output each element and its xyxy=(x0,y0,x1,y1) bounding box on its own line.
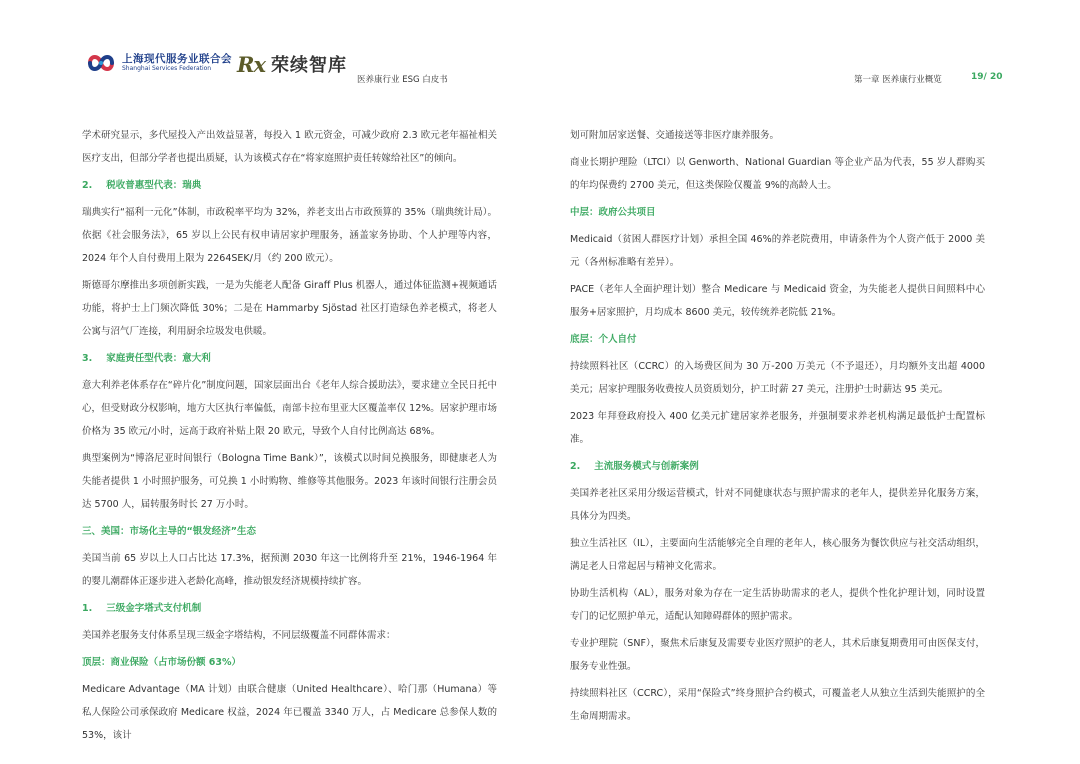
rx-logo-mark: Rx xyxy=(237,51,265,77)
heading-text: 三级金字塔式支付机制 xyxy=(106,603,202,614)
paragraph: 典型案例为“博洛尼亚时间银行（Bologna Time Bank）”，该模式以时间兑换服务，即健康老人为失能者提供 1 小时照护服务，可兑换 1 小时购物、维修等其他服务。2023 年该时间银行注册会员达 5700 人，届转服务时长 27 万小时。 xyxy=(82,453,497,510)
paragraph: 协助生活机构（AL），服务对象为存在一定生活协助需求的老人，提供个性化护理计划，同时设置专门的记忆照护单元，适配认知障碍群体的照护需求。 xyxy=(570,588,985,622)
heading-number: 1. xyxy=(82,603,93,614)
paragraph: PACE（老年人全面护理计划）整合 Medicare 与 Medicaid 资金，为失能老人提供日间照料中心服务+居家照护，月均成本 8600 美元，较传统养老院低 21%。 xyxy=(570,284,985,318)
paragraph: 商业长期护理险（LTCI）以 Genworth、National Guardian 等企业产品为代表，55 岁人群购买的年均保费约 2700 美元，但这类保险仅覆盖 9%的高龄人士。 xyxy=(570,157,985,191)
paragraph: 持续照料社区（CCRC）的入场费区间为 30 万-200 万美元（不予退还），月均额外支出超 4000 美元；居家护理服务收费按人员资质划分，护工时薪 27 美元，注册护士时薪达 95 美元。 xyxy=(570,361,985,395)
page-number: 19/ 20 xyxy=(971,72,1003,82)
subsection-heading: 底层：个人自付 xyxy=(570,334,637,345)
org-name-en: Shanghai Services Federation xyxy=(122,65,212,72)
heading-text: 家庭责任型代表：意大利 xyxy=(106,353,211,364)
chapter-section-heading: 三、美国：市场化主导的“银发经济”生态 xyxy=(82,526,256,537)
brand-logo xyxy=(237,51,347,77)
heading-number: 2. xyxy=(82,180,93,191)
paragraph: 独立生活社区（IL），主要面向生活能够完全自理的老年人，核心服务为餐饮供应与社交活动组织，满足老人日常起居与精神文化需求。 xyxy=(570,538,985,572)
paragraph: 意大利养老体系存在“碎片化”制度问题，国家层面出台《老年人综合援助法》，要求建立全民日托中心，但受财政分权影响，地方大区执行率偏低，南部卡拉布里亚大区覆盖率仅 12%。居家护理市场价格为 35 欧元/小时，远高于政府补贴上限 20 欧元，导致个人自付比例高达 68%。 xyxy=(82,380,497,437)
paragraph: 瑞典实行“福利一元化”体制，市政税率平均为 32%，养老支出占市政预算的 35%（瑞典统计局）。依据《社会服务法》，65 岁以上公民有权申请居家护理服务，涵盖家务协助、个人护理等内容，2024 年个人自付费用上限为 2264SEK/月（约 200 欧元）。 xyxy=(82,207,497,264)
org-name-cn: 上海现代服务业联合会 xyxy=(122,53,232,65)
ssf-logo-icon xyxy=(86,52,116,74)
section-heading xyxy=(82,174,497,197)
paragraph: 2023 年拜登政府投入 400 亿美元扩建居家养老服务，并强制要求养老机构满足最低护士配置标准。 xyxy=(570,411,985,445)
section-heading xyxy=(82,347,497,370)
document-title: 医养康行业 ESG 白皮书 xyxy=(357,75,448,85)
right-column xyxy=(570,124,985,732)
paragraph: 专业护理院（SNF），聚焦术后康复及需要专业医疗照护的老人，其术后康复期费用可由医保支付，服务专业性强。 xyxy=(570,638,985,672)
paragraph: 美国当前 65 岁以上人口占比达 17.3%，据预测 2030 年这一比例将升至 21%，1946-1964 年的婴儿潮群体正逐步进入老龄化高峰，推动银发经济规模持续扩容。 xyxy=(82,553,497,587)
left-column xyxy=(82,124,497,751)
paragraph: 划可附加居家送餐、交通接送等非医疗康养服务。 xyxy=(570,130,780,141)
subsection-heading: 顶层：商业保险（占市场份额 63%） xyxy=(82,657,242,668)
ssf-logo xyxy=(86,52,232,74)
paragraph: 持续照料社区（CCRC），采用“保险式”终身照护合约模式，可覆盖老人从独立生活到失能照护的全生命周期需求。 xyxy=(570,688,985,722)
brand-name: 荣续智库 xyxy=(270,55,347,76)
paragraph: 美国养老社区采用分级运营模式，针对不同健康状态与照护需求的老年人，提供差异化服务方案，具体分为四类。 xyxy=(570,488,985,522)
section-heading xyxy=(82,597,497,620)
paragraph: Medicaid（贫困人群医疗计划）承担全国 46%的养老院费用，申请条件为个人资产低于 2000 美元（各州标准略有差异）。 xyxy=(570,234,985,268)
paragraph: 美国养老服务支付体系呈现三级金字塔结构，不同层级覆盖不同群体需求： xyxy=(82,630,396,641)
page-header xyxy=(0,0,1080,100)
paragraph: Medicare Advantage（MA 计划）由联合健康（United Healthcare）、哈门那（Humana）等私人保险公司承保政府 Medicare 权益，2024 年已覆盖 3340 万人，占 Medicare 总参保人数的 53%，该计 xyxy=(82,684,497,741)
heading-text: 税收普惠型代表：瑞典 xyxy=(106,180,202,191)
heading-text: 主流服务模式与创新案例 xyxy=(594,461,699,472)
heading-number: 3. xyxy=(82,353,93,364)
paragraph: 学术研究显示，多代屋投入产出效益显著，每投入 1 欧元资金，可减少政府 2.3 欧元老年福祉相关医疗支出，但部分学者也提出质疑，认为该模式存在“将家庭照护责任转嫁给社区”的倾向。 xyxy=(82,130,497,164)
chapter-title: 第一章 医养康行业概览 xyxy=(854,75,942,85)
paragraph: 斯德哥尔摩推出多项创新实践，一是为失能老人配备 Giraff Plus 机器人，通过体征监测+视频通话功能，将护士上门频次降低 30%；二是在 Hammarby Sjöstad 社区打造绿色养老模式，将老人公寓与沼气厂连接，利用厨余垃圾发电供暖。 xyxy=(82,280,497,337)
section-heading xyxy=(570,455,985,478)
heading-number: 2. xyxy=(570,461,581,472)
subsection-heading: 中层：政府公共项目 xyxy=(570,207,656,218)
